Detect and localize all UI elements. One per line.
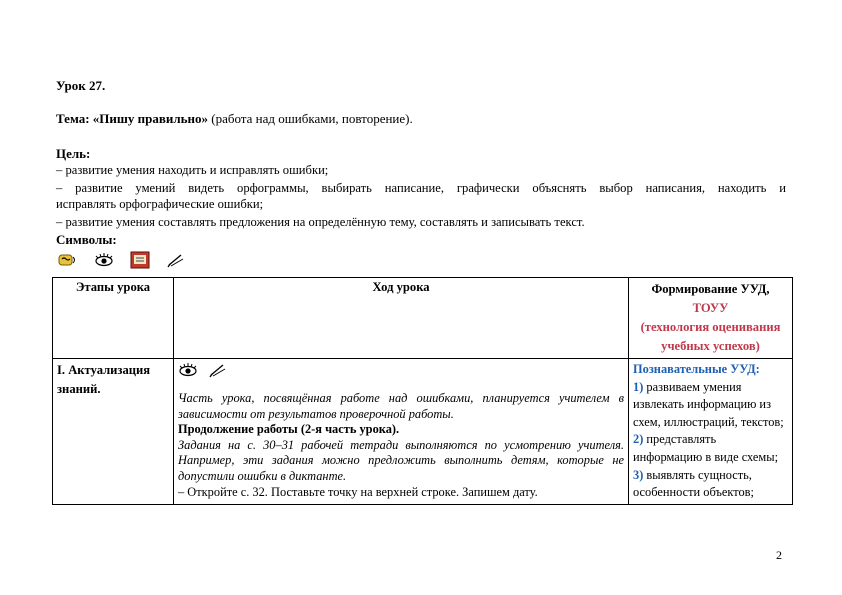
uud-item-2-num: 2) bbox=[633, 432, 644, 447]
symbols-heading: Символы: bbox=[56, 232, 117, 247]
speaking-icon bbox=[58, 251, 78, 269]
header-uud-line1: Формирование УУД, bbox=[651, 282, 770, 296]
goal-heading: Цель: bbox=[56, 146, 91, 161]
uud-item-1-num: 1) bbox=[633, 379, 644, 394]
header-course: Ход урока bbox=[174, 278, 629, 359]
goal-line-3: – развитие умения составлять предложения на определённую тему, составлять и записывать текст. bbox=[56, 215, 585, 229]
uud-item-3 bbox=[633, 467, 788, 502]
symbols-row bbox=[58, 250, 186, 270]
uud-item-1-text: развиваем умения извлекать информацию из схем, иллюстраций, текстов; bbox=[633, 379, 784, 429]
topic-label: Тема: «Пишу правильно» bbox=[56, 111, 209, 126]
header-stage: Этапы урока bbox=[53, 278, 174, 359]
eye-icon bbox=[94, 251, 114, 269]
uud-item-3-num: 3) bbox=[633, 467, 644, 482]
course-note-1: Часть урока, посвящённая работе над ошибками, планируется учителем в зависимости от результатов проверочной работы. bbox=[178, 391, 624, 421]
lesson-topic bbox=[56, 111, 413, 127]
header-uud-line3: (технология оценивания bbox=[640, 320, 781, 334]
course-symbols bbox=[178, 361, 624, 391]
eye-icon bbox=[178, 361, 198, 379]
course-cell bbox=[174, 359, 629, 505]
goal-line-2b: исправлять орфографические ошибки; bbox=[56, 197, 264, 211]
pencil-icon bbox=[166, 251, 186, 269]
topic-rest: (работа над ошибками, повторение). bbox=[208, 111, 413, 126]
uud-heading: Познавательные УУД: bbox=[633, 362, 760, 376]
page-number: 2 bbox=[776, 548, 782, 562]
stage-cell bbox=[53, 359, 174, 505]
stage-line1: I. Актуализация bbox=[57, 363, 151, 377]
uud-item-2 bbox=[633, 431, 788, 466]
uud-item-1 bbox=[633, 379, 788, 432]
table-row bbox=[53, 359, 793, 505]
course-instruction: – Откройте с. 32. Поставьте точку на верхней строке. Запишем дату. bbox=[178, 484, 538, 499]
goal-line-1: – развитие умения находить и исправлять ошибки; bbox=[56, 163, 329, 177]
header-uud-line4: учебных успехов) bbox=[661, 339, 760, 353]
course-continuation: Продолжение работы (2-я часть урока). bbox=[178, 422, 400, 437]
goal-line-2a: – развитие умений видеть орфограммы, выбирать написание, графически объяснять выбор написания, находить и bbox=[56, 181, 786, 195]
stage-line2: знаний. bbox=[57, 382, 101, 396]
header-uud bbox=[629, 278, 793, 359]
uud-item-3-text: выявлять сущность, особенности объектов; bbox=[633, 467, 754, 500]
uud-item-2-text: представлять информацию в виде схемы; bbox=[633, 432, 779, 464]
lesson-title: Урок 27. bbox=[56, 78, 106, 93]
header-uud-line2: ТОУУ bbox=[692, 301, 729, 315]
course-note-2: Задания на с. 30–31 рабочей тетради выполняются по усмотрению учителя. Например, эти задания можно предложить выполнить детям, которые не допустили ошибки в диктанте. bbox=[178, 437, 624, 483]
table-header-row bbox=[53, 278, 793, 359]
uud-cell bbox=[629, 359, 793, 505]
workbook-icon bbox=[130, 251, 150, 269]
lesson-table bbox=[52, 277, 793, 505]
pencil-icon bbox=[208, 361, 228, 379]
